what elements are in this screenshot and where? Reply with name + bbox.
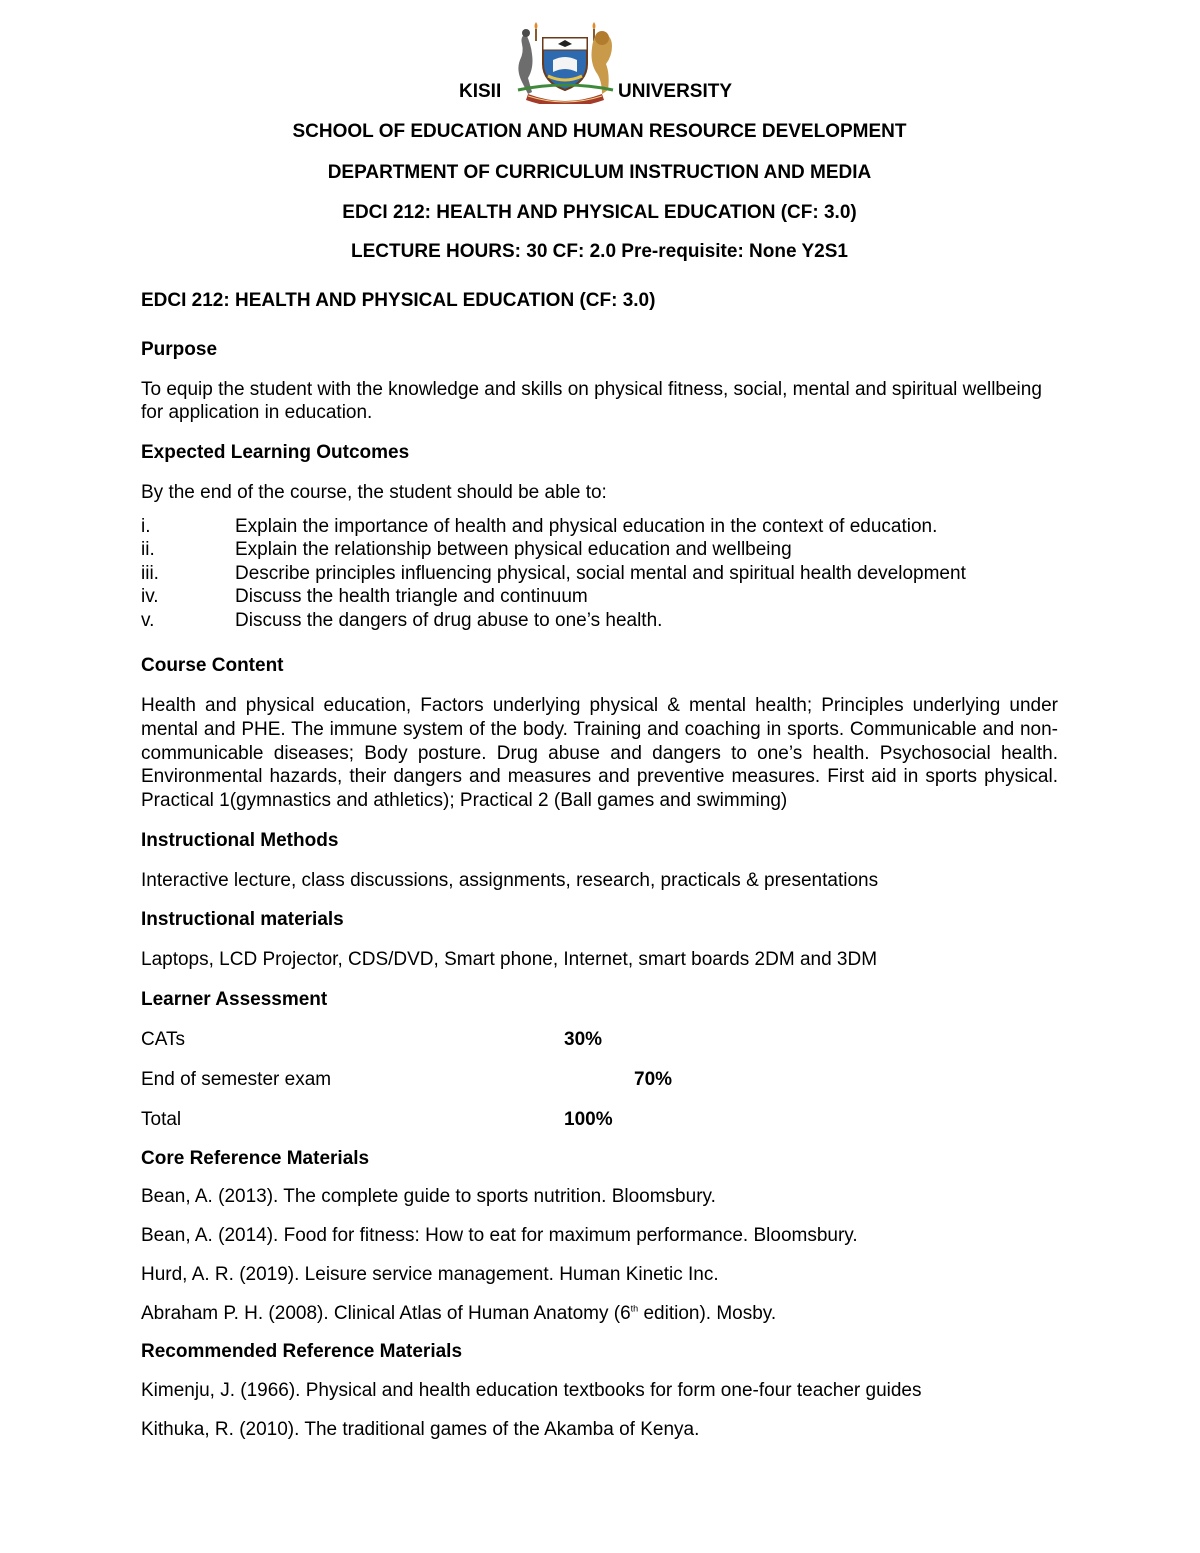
reference-item: Bean, A. (2013). The complete guide to sports nutrition. Bloomsbury. <box>141 1186 716 1208</box>
university-name-left: KISII <box>459 81 502 102</box>
methods-text: Interactive lecture, class discussions, assignments, research, practicals & presentations <box>141 869 879 891</box>
reference-item: Kithuka, R. (2010). The traditional games of the Akamba of Kenya. <box>141 1418 700 1440</box>
core-refs-title: Core Reference Materials <box>141 1147 370 1169</box>
assessment-label: End of semester exam <box>141 1068 332 1090</box>
assessment-value: 70% <box>634 1068 673 1090</box>
list-item: iv. Discuss the health triangle and continuum <box>141 586 588 608</box>
list-item: iii. Describe principles influencing physical, social mental and spiritual health development <box>141 562 966 584</box>
syllabus-page <box>141 18 1058 1442</box>
outcomes-list <box>141 515 1058 633</box>
course-title: EDCI 212: HEALTH AND PHYSICAL EDUCATION (CF: 3.0) <box>141 290 656 311</box>
purpose-text: To equip the student with the knowledge and skills on physical fitness, social, mental and spiritual wellbeing for application in education. <box>141 378 1042 424</box>
assessment-title: Learner Assessment <box>141 988 328 1010</box>
list-item: i. Explain the importance of health and physical education in the context of education. <box>141 515 938 537</box>
assessment-label: CATs <box>141 1028 185 1050</box>
assessment-value: 100% <box>564 1108 613 1130</box>
methods-title: Instructional Methods <box>141 829 339 851</box>
logo-row <box>141 18 1058 106</box>
outcomes-title: Expected Learning Outcomes <box>141 442 410 463</box>
assessment-label: Total <box>141 1108 182 1130</box>
reference-item: Hurd, A. R. (2019). Leisure service management. Human Kinetic Inc. <box>141 1263 719 1285</box>
assessment-row <box>141 1028 1058 1052</box>
university-name-right: UNIVERSITY <box>618 81 733 102</box>
school-heading: SCHOOL OF EDUCATION AND HUMAN RESOURCE DEVELOPMENT <box>292 121 907 142</box>
purpose-title: Purpose <box>141 338 218 360</box>
lecture-hours-heading: LECTURE HOURS: 30 CF: 2.0 Pre-requisite: None Y2S1 <box>351 241 848 263</box>
department-heading: DEPARTMENT OF CURRICULUM INSTRUCTION AND MEDIA <box>327 161 872 183</box>
content-title: Course Content <box>141 655 284 677</box>
reference-item: Bean, A. (2014). Food for fitness: How to eat for maximum performance. Bloomsbury. <box>141 1225 858 1247</box>
university-coat-of-arms-icon <box>508 18 623 104</box>
materials-text: Laptops, LCD Projector, CDS/DVD, Smart phone, Internet, smart boards 2DM and 3DM <box>141 949 878 971</box>
course-heading: EDCI 212: HEALTH AND PHYSICAL EDUCATION (CF: 3.0) <box>342 201 857 223</box>
materials-title: Instructional materials <box>141 909 344 931</box>
reference-item: Abraham P. H. (2008). Clinical Atlas of Human Anatomy (6th edition). Mosby. <box>141 1302 777 1324</box>
recommended-refs-title: Recommended Reference Materials <box>141 1341 463 1363</box>
assessment-row <box>141 1068 1058 1092</box>
reference-item: Kimenju, J. (1966). Physical and health education textbooks for form one-four teacher guides <box>141 1380 922 1402</box>
list-item: v. Discuss the dangers of drug abuse to one’s health. <box>141 609 663 631</box>
assessment-row <box>141 1108 1058 1132</box>
assessment-value: 30% <box>564 1028 603 1050</box>
list-item: ii. Explain the relationship between physical education and wellbeing <box>141 539 792 561</box>
outcomes-intro: By the end of the course, the student should be able to: <box>141 481 607 503</box>
document-header <box>141 18 1058 264</box>
content-text: Health and physical education, Factors underlying physical & mental health; Principles underlying under mental and PHE. The immune system of the body. Training and coaching in sports. Communicable and non-communicable diseases; Body posture. Drug abuse and dangers to one’s health. Psychosocial health. Environmental hazards, their dangers and measures and preventive measures. First aid in sports physical. Practical 1(gymnastics and athletics); Practical 2 (Ball games and swimming) <box>141 695 1058 812</box>
